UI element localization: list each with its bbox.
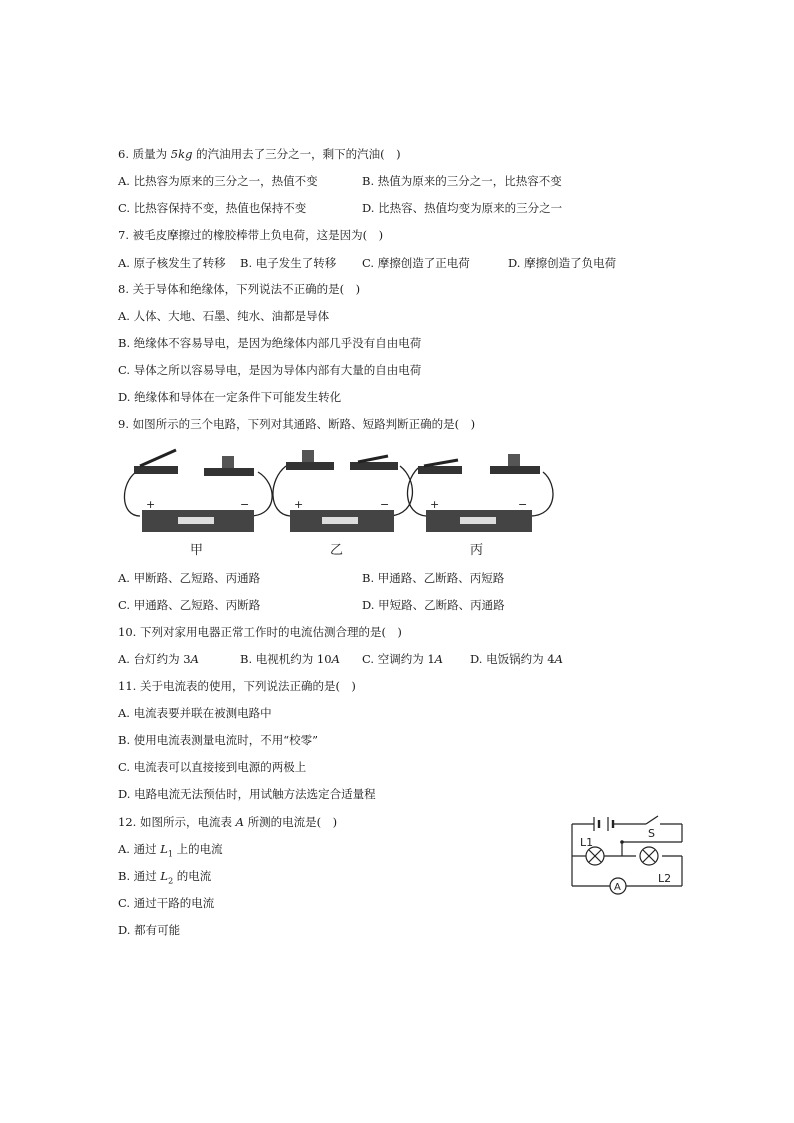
q9-plus-3: + xyxy=(430,498,440,511)
q8-stem: 8. 关于导体和绝缘体，下列说法不正确的是( ) xyxy=(118,282,361,296)
q9-minus-3: − xyxy=(518,498,528,511)
q9-option-a: A. 甲断路、乙短路、丙通路 xyxy=(118,571,261,585)
q9-minus-2: − xyxy=(380,498,390,511)
q9-circuit-figure xyxy=(118,444,558,560)
q7-option-d: D. 摩擦创造了负电荷 xyxy=(508,256,617,270)
q11-option-a: A. 电流表要并联在被测电路中 xyxy=(118,706,272,720)
q12-stem: 12. 如图所示，电流表 A 所测的电流是( ) xyxy=(118,815,338,829)
q9-plus-2: + xyxy=(294,498,304,511)
q8-option-b: B. 绝缘体不容易导电，是因为绝缘体内部几乎没有自由电荷 xyxy=(118,336,422,350)
q8-option-d: D. 绝缘体和导体在一定条件下可能发生转化 xyxy=(118,390,342,404)
q6-stem: 6. 质量为 5kg 的汽油用去了三分之一，剩下的汽油( ) xyxy=(118,147,401,161)
q9-option-b: B. 甲通路、乙断路、丙短路 xyxy=(362,571,505,585)
q6-option-c: C. 比热容保持不变，热值也保持不变 xyxy=(118,201,307,215)
q9-label-jia: 甲 xyxy=(190,543,204,558)
q10-option-d: D. 电饭锅约为 4A xyxy=(470,652,563,666)
q12-option-d: D. 都有可能 xyxy=(118,923,181,937)
q12-label-s: S xyxy=(648,827,655,840)
q11-option-c: C. 电流表可以直接接到电源的两极上 xyxy=(118,760,307,774)
q10-stem: 10. 下列对家用电器正常工作时的电流估测合理的是( ) xyxy=(118,625,402,639)
q11-stem: 11. 关于电流表的使用，下列说法正确的是( ) xyxy=(118,679,356,693)
q10-option-b: B. 电视机约为 10A xyxy=(240,652,340,666)
q11-option-b: B. 使用电流表测量电流时，不用“校零” xyxy=(118,733,319,747)
q7-option-a: A. 原子核发生了转移 xyxy=(118,256,226,270)
q9-option-d: D. 甲短路、乙断路、丙通路 xyxy=(362,598,505,612)
q6-option-b: B. 热值为原来的三分之一，比热容不变 xyxy=(362,174,562,188)
q12-label-l2: L2 xyxy=(658,872,672,885)
q12-option-b: B. 通过 $L_2$ 的电流 xyxy=(118,869,212,886)
q7-option-c: C. 摩擦创造了正电荷 xyxy=(362,256,470,270)
q12-label-l1: L1 xyxy=(580,836,594,849)
q9-option-c: C. 甲通路、乙短路、丙断路 xyxy=(118,598,261,612)
q9-label-yi: 乙 xyxy=(330,543,344,558)
q8-option-c: C. 导体之所以容易导电，是因为导体内部有大量的自由电荷 xyxy=(118,363,422,377)
q6-option-a: A. 比热容为原来的三分之一，热值不变 xyxy=(118,174,318,188)
q7-stem: 7. 被毛皮摩擦过的橡胶棒带上负电荷，这是因为( ) xyxy=(118,228,384,242)
q12-option-c: C. 通过干路的电流 xyxy=(118,896,215,910)
q7-option-b: B. 电子发生了转移 xyxy=(240,256,337,270)
q9-minus-1: − xyxy=(240,498,250,511)
q12-ammeter-label: A xyxy=(614,882,621,893)
q9-stem: 9. 如图所示的三个电路，下列对其通路、断路、短路判断正确的是( ) xyxy=(118,417,476,431)
q9-label-bing: 丙 xyxy=(470,543,484,558)
q10-option-c: C. 空调约为 1A xyxy=(362,652,443,666)
q9-plus-1: + xyxy=(146,498,156,511)
q8-option-a: A. 人体、大地、石墨、纯水、油都是导体 xyxy=(118,309,330,323)
q10-option-a: A. 台灯约为 3A xyxy=(118,652,199,666)
q12-circuit-figure xyxy=(562,812,688,902)
q11-option-d: D. 电路电流无法预估时，用试触方法选定合适量程 xyxy=(118,787,376,801)
q6-option-d: D. 比热容、热值均变为原来的三分之一 xyxy=(362,201,563,215)
q12-option-a: A. 通过 $L_1$ 上的电流 xyxy=(118,842,223,859)
